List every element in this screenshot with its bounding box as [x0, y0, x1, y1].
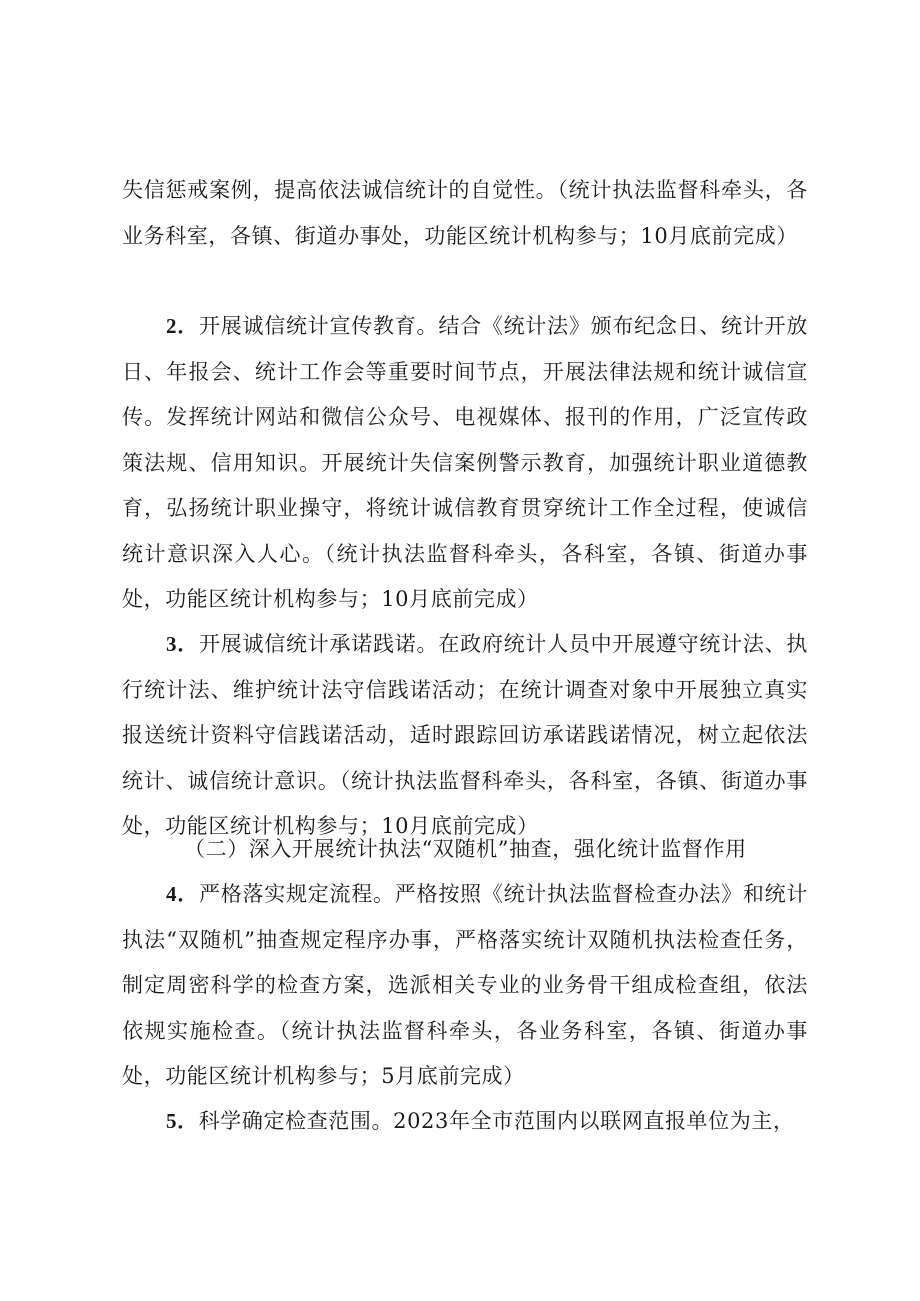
paragraph-text: 开展诚信统计承诺践诺。在政府统计人员中开展遵守统计法、执行统计法、维护统计法守信践诺活动；在统计调查对象中开展独立真实报送统计资料守信践诺活动，适时跟踪回访承诺践诺情况，树立起依法统计、诚信统计意识。（统计执法监督科牵头，各科室，各镇、街道办事处，功能区统计机构参与；10月底前完成）: [122, 632, 808, 838]
section-heading-text: （二）深入开展统计执法“双随机”抽查，强化统计监督作用: [184, 837, 747, 861]
item-number: 4．: [166, 882, 200, 906]
paragraph-text: 科学确定检查范围。2023年全市范围内以联网直报单位为主，: [198, 1109, 795, 1133]
paragraph-text: 失信惩戒案例，提高依法诚信统计的自觉性。（统计执法监督科牵头，各业务科室，各镇、街道办事处，功能区统计机构参与；10月底前完成）: [122, 178, 808, 248]
paragraph-5: [122, 1099, 808, 1145]
paragraph-text: 开展诚信统计宣传教育。结合《统计法》颁布纪念日、统计开放日、年报会、统计工作会等重要时间节点，开展法律法规和统计诚信宣传。发挥统计网站和微信公众号、电视媒体、报刊的作用，广泛宣传政策法规、信用知识。开展统计失信案例警示教育，加强统计职业道德教育，弘扬统计职业操守，将统计诚信教育贯穿统计工作全过程，使诚信统计意识深入人心。（统计执法监督科牵头，各科室，各镇、街道办事处，功能区统计机构参与；10月底前完成）: [122, 314, 808, 611]
paragraph-1: [122, 168, 808, 259]
paragraph-2: [122, 304, 808, 623]
item-number: 5．: [166, 1109, 199, 1133]
paragraph-text: 严格落实规定流程。严格按照《统计执法监督检查办法》和统计执法“双随机”抽查规定程序办事，严格落实统计双随机执法检查任务，制定周密科学的检查方案，选派相关专业的业务骨干组成检查组，依法依规实施检查。（统计执法监督科牵头，各业务科室，各镇、街道办事处，功能区统计机构参与；5月底前完成）: [122, 882, 808, 1088]
paragraph-4: [122, 872, 808, 1100]
item-number: 3．: [166, 632, 200, 656]
paragraph-3: [122, 622, 808, 850]
item-number: 2．: [166, 314, 200, 338]
section-heading: [122, 827, 808, 873]
